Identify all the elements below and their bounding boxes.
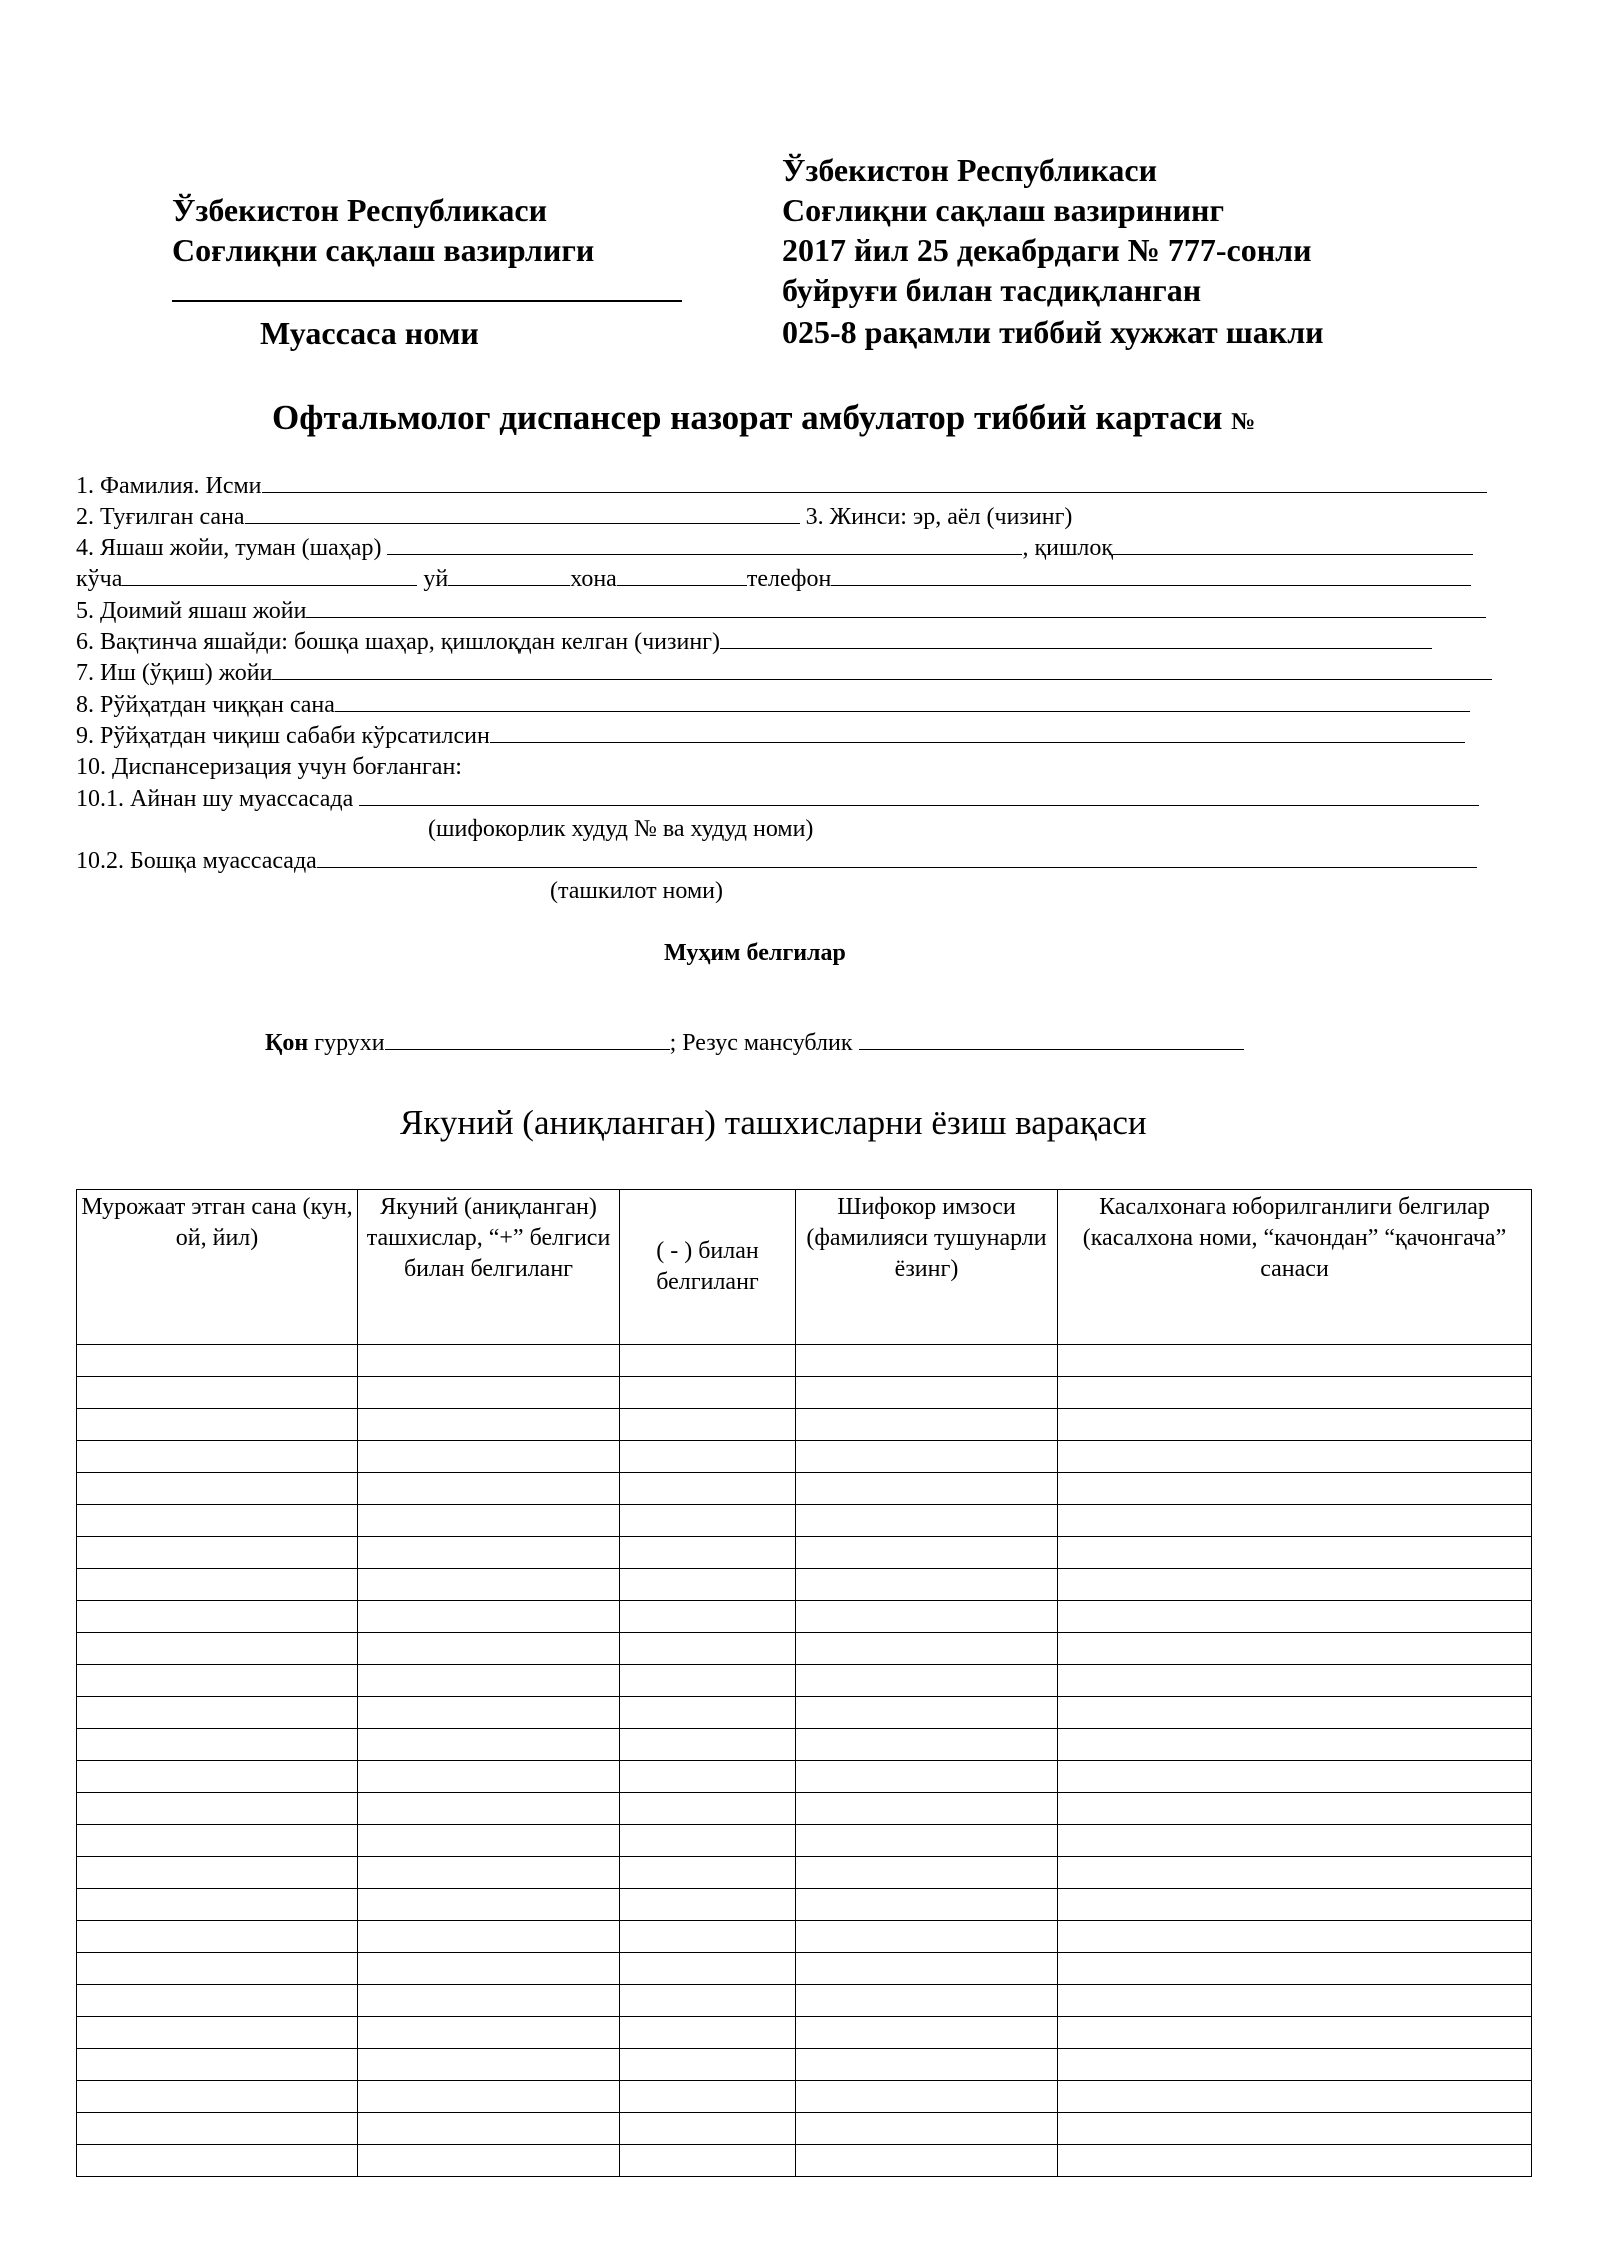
table-cell[interactable] <box>796 1601 1058 1633</box>
table-cell[interactable] <box>620 1377 796 1409</box>
table-cell[interactable] <box>77 1985 358 2017</box>
table-cell[interactable] <box>796 1825 1058 1857</box>
table-body <box>77 1345 1532 2177</box>
table-cell[interactable] <box>620 2145 796 2177</box>
field-surname-name[interactable] <box>76 471 1487 502</box>
important-marks-heading: Муҳим белгилар <box>664 940 846 966</box>
table-cell[interactable] <box>358 1761 620 1793</box>
table-cell[interactable] <box>796 1953 1058 1985</box>
field-temporary-residence[interactable] <box>76 627 1432 658</box>
table-row <box>77 1761 1532 1793</box>
blank-line[interactable] <box>245 503 800 524</box>
table-cell[interactable] <box>358 1921 620 1953</box>
table-row <box>77 1569 1532 1601</box>
table-cell[interactable] <box>620 1729 796 1761</box>
table-cell[interactable] <box>620 2113 796 2145</box>
table-cell[interactable] <box>77 2145 358 2177</box>
table-row <box>77 1633 1532 1665</box>
field-label-phone: телефон <box>746 566 832 592</box>
field-this-institution-hint: (шифокорлик худуд № ва худуд номи) <box>428 816 814 842</box>
blood-label: гурухи <box>308 1030 385 1056</box>
field-workplace[interactable] <box>76 658 1492 689</box>
table-row <box>77 2145 1532 2177</box>
table-row <box>77 1729 1532 1761</box>
table-cell[interactable] <box>358 1665 620 1697</box>
table-cell[interactable] <box>1058 1345 1532 1377</box>
blood-group-row[interactable] <box>265 1028 1244 1059</box>
table-cell[interactable] <box>1058 1505 1532 1537</box>
blank-line[interactable] <box>617 565 747 586</box>
field-label: 6. Вақтинча яшайди: бошқа шаҳар, қишлоқдан келган (чизинг) <box>76 629 721 655</box>
table-cell[interactable] <box>796 1633 1058 1665</box>
diagnosis-sheet-title: Якуний (аниқланган) ташхисларни ёзиш варақаси <box>400 1103 1147 1142</box>
approval-line-3: 2017 йил 25 декабрдаги № 777-сонли <box>782 232 1312 268</box>
table-cell[interactable] <box>77 2049 358 2081</box>
table-row <box>77 2017 1532 2049</box>
table-cell[interactable] <box>358 1697 620 1729</box>
table-cell[interactable] <box>358 1377 620 1409</box>
table-cell[interactable] <box>1058 1441 1532 1473</box>
table-cell[interactable] <box>358 1409 620 1441</box>
table-cell[interactable] <box>358 2145 620 2177</box>
blank-line[interactable] <box>335 691 1470 712</box>
table-cell[interactable] <box>796 2081 1058 2113</box>
field-label-house: уй <box>423 566 449 592</box>
table-row <box>77 1473 1532 1505</box>
table-cell[interactable] <box>1058 1601 1532 1633</box>
table-cell[interactable] <box>1058 1729 1532 1761</box>
table-row <box>77 1793 1532 1825</box>
table-cell[interactable] <box>358 1569 620 1601</box>
table-cell[interactable] <box>358 1633 620 1665</box>
table-cell[interactable] <box>620 1601 796 1633</box>
table-cell[interactable] <box>358 1953 620 1985</box>
approval-line-1: Ўзбекистон Республикаси <box>782 152 1158 188</box>
table-cell[interactable] <box>77 1697 358 1729</box>
field-deregistration-reason[interactable] <box>76 721 1465 752</box>
card-title-text: Офтальмолог диспансер назорат амбулатор тиббий картаси <box>272 398 1223 437</box>
field-deregistration-date[interactable] <box>76 690 1470 721</box>
table-cell[interactable] <box>796 1409 1058 1441</box>
table-cell[interactable] <box>796 1985 1058 2017</box>
table-cell[interactable] <box>1058 1697 1532 1729</box>
table-cell[interactable] <box>796 1377 1058 1409</box>
table-cell[interactable] <box>358 2049 620 2081</box>
table-row <box>77 1825 1532 1857</box>
table-cell[interactable] <box>620 2049 796 2081</box>
table-cell[interactable] <box>796 1697 1058 1729</box>
table-cell[interactable] <box>1058 1409 1532 1441</box>
table-cell[interactable] <box>358 1345 620 1377</box>
table-cell[interactable] <box>620 1793 796 1825</box>
blood-group-blank[interactable] <box>385 1029 670 1050</box>
table-cell[interactable] <box>620 1825 796 1857</box>
card-number-sign: № <box>1231 409 1256 435</box>
table-cell[interactable] <box>358 1441 620 1473</box>
table-cell[interactable] <box>796 2049 1058 2081</box>
table-cell[interactable] <box>1058 1857 1532 1889</box>
table-cell[interactable] <box>358 1825 620 1857</box>
table-cell[interactable] <box>1058 1569 1532 1601</box>
table-cell[interactable] <box>77 1729 358 1761</box>
institution-blank[interactable] <box>172 300 682 302</box>
table-cell[interactable] <box>620 2017 796 2049</box>
table-cell[interactable] <box>620 1345 796 1377</box>
field-label: 9. Рўйҳатдан чиқиш сабаби кўрсатилсин <box>76 723 490 749</box>
blank-line[interactable] <box>387 534 1022 555</box>
table-cell[interactable] <box>796 1441 1058 1473</box>
table-row <box>77 2049 1532 2081</box>
field-permanent-residence[interactable] <box>76 596 1486 627</box>
table-row <box>77 1665 1532 1697</box>
ministry-country: Ўзбекистон Республикаси <box>172 192 548 228</box>
table-row <box>77 1409 1532 1441</box>
approval-line-4: буйруғи билан тасдиқланган <box>782 272 1202 308</box>
table-cell[interactable] <box>77 1569 358 1601</box>
table-cell[interactable] <box>358 2113 620 2145</box>
table-cell[interactable] <box>620 1953 796 1985</box>
header-hospital-referral: Касалхонага юборилганлиги белгилар (касалхона номи, “качондан” “қачонгача” санаси <box>1058 1190 1532 1345</box>
table-cell[interactable] <box>77 1761 358 1793</box>
header-doctor-signature: Шифокор имзоси (фамилияси тушунарли ёзинг) <box>796 1190 1058 1345</box>
table-cell[interactable] <box>620 1537 796 1569</box>
field-label: 4. Яшаш жойи, туман (шаҳар) <box>76 535 382 561</box>
table-cell[interactable] <box>796 2113 1058 2145</box>
table-cell[interactable] <box>620 1569 796 1601</box>
table-cell[interactable] <box>358 1857 620 1889</box>
table-cell[interactable] <box>77 1793 358 1825</box>
blank-line[interactable] <box>317 847 1477 868</box>
field-label-street: кўча <box>76 566 123 592</box>
field-birth-date-sex[interactable] <box>76 502 1072 533</box>
card-title <box>272 398 1255 438</box>
blank-line[interactable] <box>448 565 570 586</box>
table-cell[interactable] <box>77 1921 358 1953</box>
field-other-institution[interactable] <box>76 846 1477 877</box>
field-label: 10.2. Бошқа муассасада <box>76 848 317 874</box>
blank-line[interactable] <box>1113 534 1473 555</box>
blank-line[interactable] <box>359 785 1479 806</box>
table-cell[interactable] <box>796 1761 1058 1793</box>
table-row <box>77 1441 1532 1473</box>
table-cell[interactable] <box>796 1505 1058 1537</box>
table-cell[interactable] <box>77 1857 358 1889</box>
field-other-institution-hint: (ташкилот номи) <box>550 878 723 904</box>
table-cell[interactable] <box>1058 1377 1532 1409</box>
field-label: 2. Туғилган сана <box>76 504 245 530</box>
table-row <box>77 1985 1532 2017</box>
table-cell[interactable] <box>77 2081 358 2113</box>
table-cell[interactable] <box>77 1825 358 1857</box>
table-row <box>77 1537 1532 1569</box>
table-cell[interactable] <box>358 1729 620 1761</box>
table-row <box>77 1889 1532 1921</box>
table-cell[interactable] <box>77 1345 358 1377</box>
field-label-sex: 3. Жинси: эр, аёл (чизинг) <box>805 504 1073 530</box>
table-cell[interactable] <box>1058 1825 1532 1857</box>
table-cell[interactable] <box>796 1537 1058 1569</box>
table-cell[interactable] <box>358 2081 620 2113</box>
blood-label-bold: Қон <box>265 1030 309 1056</box>
table-cell[interactable] <box>796 1889 1058 1921</box>
table-cell[interactable] <box>620 1985 796 2017</box>
table-cell[interactable] <box>358 1889 620 1921</box>
institution-label: Муассаса номи <box>260 315 479 351</box>
table-row <box>77 2113 1532 2145</box>
table-cell[interactable] <box>1058 2017 1532 2049</box>
diagnosis-table <box>76 1189 1532 2177</box>
table-cell[interactable] <box>1058 1953 1532 1985</box>
table-cell[interactable] <box>796 2017 1058 2049</box>
table-cell[interactable] <box>77 1441 358 1473</box>
table-cell[interactable] <box>77 1953 358 1985</box>
table-cell[interactable] <box>620 1761 796 1793</box>
blank-line[interactable] <box>122 565 417 586</box>
table-cell[interactable] <box>1058 1473 1532 1505</box>
table-cell[interactable] <box>358 1985 620 2017</box>
rhesus-blank[interactable] <box>859 1029 1244 1050</box>
table-cell[interactable] <box>796 1729 1058 1761</box>
approval-line-2: Соғлиқни сақлаш вазирининг <box>782 192 1224 228</box>
table-cell[interactable] <box>796 1857 1058 1889</box>
field-label-room: хона <box>570 566 617 592</box>
table-cell[interactable] <box>620 1505 796 1537</box>
table-cell[interactable] <box>1058 1665 1532 1697</box>
table-cell[interactable] <box>620 2081 796 2113</box>
rhesus-label: ; Резус мансублик <box>669 1030 859 1056</box>
table-cell[interactable] <box>796 1793 1058 1825</box>
table-cell[interactable] <box>1058 1633 1532 1665</box>
table-cell[interactable] <box>77 2113 358 2145</box>
table-row <box>77 1601 1532 1633</box>
table-row <box>77 1377 1532 1409</box>
table-cell[interactable] <box>1058 2049 1532 2081</box>
table-cell[interactable] <box>358 1505 620 1537</box>
field-label: 7. Иш (ўқиш) жойи <box>76 660 273 686</box>
field-label: 1. Фамилия. Исми <box>76 473 262 499</box>
table-cell[interactable] <box>358 1537 620 1569</box>
table-cell[interactable] <box>77 1505 358 1537</box>
table-cell[interactable] <box>796 1473 1058 1505</box>
table-row <box>77 1697 1532 1729</box>
field-label: 8. Рўйҳатдан чиққан сана <box>76 692 335 718</box>
table-cell[interactable] <box>1058 2145 1532 2177</box>
table-cell[interactable] <box>358 2017 620 2049</box>
blank-line[interactable] <box>831 565 1471 586</box>
table-cell[interactable] <box>1058 1537 1532 1569</box>
table-cell[interactable] <box>358 1601 620 1633</box>
table-cell[interactable] <box>1058 1985 1532 2017</box>
ministry-name: Соғлиқни сақлаш вазирлиги <box>172 232 595 268</box>
table-cell[interactable] <box>77 1601 358 1633</box>
field-dispensary-heading: 10. Диспансеризация учун боғланган: <box>76 754 462 780</box>
table-header-row <box>77 1190 1532 1345</box>
table-cell[interactable] <box>77 1473 358 1505</box>
table-cell[interactable] <box>1058 1793 1532 1825</box>
table-cell[interactable] <box>796 2145 1058 2177</box>
table-cell[interactable] <box>1058 1921 1532 1953</box>
blank-line[interactable] <box>272 659 1492 680</box>
table-row <box>77 1505 1532 1537</box>
table-cell[interactable] <box>1058 1889 1532 1921</box>
blank-line[interactable] <box>262 472 1487 493</box>
table-row <box>77 1345 1532 1377</box>
field-residence[interactable] <box>76 533 1473 564</box>
table-cell[interactable] <box>77 1665 358 1697</box>
header-visit-date: Мурожаат этган сана (кун, ой, йил) <box>77 1190 358 1345</box>
table-cell[interactable] <box>77 1377 358 1409</box>
header-minus-mark-text: ( - ) билан белгиланг <box>656 1238 759 1295</box>
table-cell[interactable] <box>796 1665 1058 1697</box>
table-cell[interactable] <box>77 1889 358 1921</box>
table-row <box>77 2081 1532 2113</box>
table-row <box>77 1857 1532 1889</box>
table-cell[interactable] <box>620 1409 796 1441</box>
table-row <box>77 1921 1532 1953</box>
field-label: 10.1. Айнан шу муассасада <box>76 786 354 812</box>
field-this-institution[interactable] <box>76 784 1479 815</box>
table-cell[interactable] <box>77 1633 358 1665</box>
approval-line-5: 025-8 рақамли тиббий хужжат шакли <box>782 314 1324 350</box>
table-row <box>77 1953 1532 1985</box>
table-cell[interactable] <box>358 1793 620 1825</box>
header-minus-mark <box>620 1190 796 1345</box>
table-cell[interactable] <box>358 1473 620 1505</box>
blank-line[interactable] <box>490 722 1465 743</box>
table-cell[interactable] <box>796 1345 1058 1377</box>
table-cell[interactable] <box>620 1473 796 1505</box>
table-cell[interactable] <box>1058 1761 1532 1793</box>
table-cell[interactable] <box>1058 2081 1532 2113</box>
table-cell[interactable] <box>620 1441 796 1473</box>
field-label-village: , қишлоқ <box>1022 535 1114 561</box>
table-cell[interactable] <box>620 1857 796 1889</box>
header-final-diagnosis: Якуний (аниқланган) ташхислар, “+” белгиси билан белгиланг <box>358 1190 620 1345</box>
field-label: 5. Доимий яшаш жойи <box>76 598 307 624</box>
table-cell[interactable] <box>77 2017 358 2049</box>
table-cell[interactable] <box>620 1921 796 1953</box>
field-address-details[interactable] <box>76 564 1471 595</box>
table-cell[interactable] <box>77 1409 358 1441</box>
blank-line[interactable] <box>720 628 1432 649</box>
table-cell[interactable] <box>1058 2113 1532 2145</box>
table-cell[interactable] <box>620 1889 796 1921</box>
table-cell[interactable] <box>796 1569 1058 1601</box>
table-cell[interactable] <box>620 1697 796 1729</box>
blank-line[interactable] <box>306 597 1486 618</box>
table-cell[interactable] <box>796 1921 1058 1953</box>
table-cell[interactable] <box>77 1537 358 1569</box>
table-cell[interactable] <box>620 1665 796 1697</box>
table-cell[interactable] <box>620 1633 796 1665</box>
